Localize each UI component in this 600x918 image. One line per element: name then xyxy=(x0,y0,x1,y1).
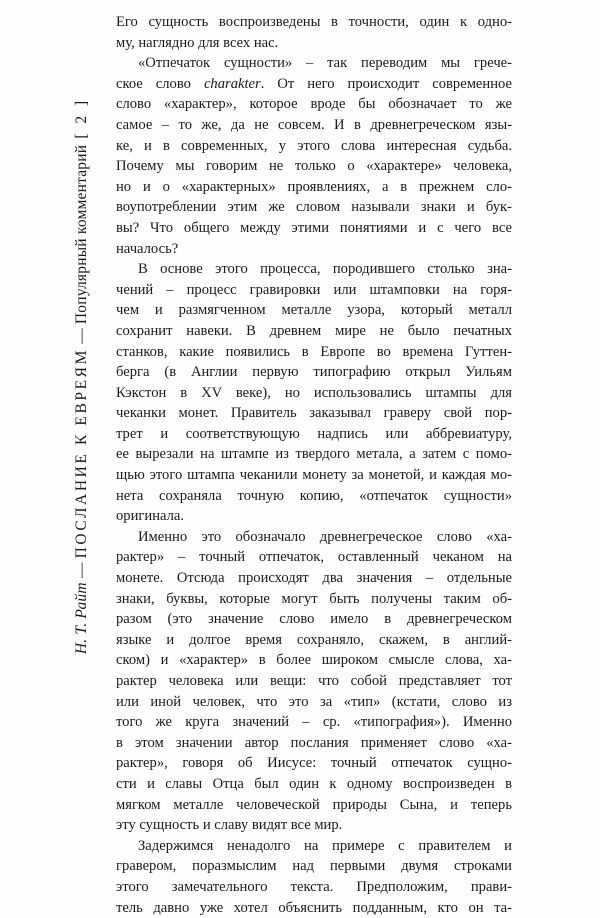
text-line: чений – процесс гравировки или штамповки на горя- xyxy=(116,281,512,298)
text-line: сохранит навеки. В древнем мире не было печатных xyxy=(116,322,512,339)
running-header-subtitle: Популярный комментарий xyxy=(73,144,90,325)
text-line: щью этого штампа чеканили монету за монетой, и каждая мо- xyxy=(116,467,512,484)
text-line: слово «характер», которое вроде бы обозначает то же xyxy=(116,96,512,113)
running-header xyxy=(73,55,91,695)
text-line: берга (в Англии первую типографию открыл Уильям xyxy=(116,364,512,381)
text-line: разом (это значение слово имело в древнегреческом xyxy=(116,611,512,628)
text-line: чем и размягченном металле узора, который металл xyxy=(116,302,512,319)
text-line: В основе этого процесса, породившего столько зна- xyxy=(138,261,512,278)
text-line: трет и соответствующую надпись или аббревиатуру, xyxy=(116,425,512,442)
text-line: Кэкстон в XV веке), но использовались штампы для xyxy=(116,384,512,401)
body-text xyxy=(116,12,512,918)
text-line: эту сущность и славу видят все мир. xyxy=(116,817,343,834)
text-line: ее вырезали на штампе из твердого метала, а затем с помо- xyxy=(116,446,512,463)
text-line: того же круга значений – ср. «типография»). Именно xyxy=(116,714,512,731)
text-line: ское слово charakter. От него происходит современное xyxy=(116,75,512,92)
text-line: Именно это обозначало древнегреческое слово «ха- xyxy=(138,528,512,545)
text-line: сти и славы Отца был один к одному воспроизведен в xyxy=(116,775,512,792)
running-header-author: Н. Т. Райт xyxy=(73,582,90,655)
text-line: ке, и в современных, у этого слова интересная судьба. xyxy=(116,137,512,154)
text-line: вы? Что общего между этими понятиями и с чего все xyxy=(116,219,512,236)
text-line: знаки, буквы, которые могут быть получены таким об- xyxy=(116,590,512,607)
text-line: или иной человек, что это за «тип» (кстати, слово из xyxy=(116,693,512,710)
text-line: самое – то же, да не совсем. И в древнегреческом язы- xyxy=(116,116,512,133)
text-line: Почему мы говорим не только о «характере» человека, xyxy=(116,158,512,175)
text-line: оригинала. xyxy=(116,508,185,525)
text-line: этого замечательного текста. Предположим, прави- xyxy=(116,878,512,895)
text-line: тель давно уже хотел объяснить подданным, кто он та- xyxy=(116,899,512,916)
text-line: чеканки монет. Правитель заказывал граверу свой пор- xyxy=(116,405,512,422)
text-line: рактер человека или вещи: что собой представляет тот xyxy=(116,673,512,689)
running-header-dash: — xyxy=(73,562,90,579)
text-line: рактер», говоря об Иисусе: точный отпечаток сущно- xyxy=(116,755,512,772)
running-header-dash: — xyxy=(73,328,90,344)
text-line: станков, какие появились в Европе во времена Гуттен- xyxy=(116,343,512,360)
text-line: началось? xyxy=(116,240,179,257)
text-line: мягком металле человеческой природы Сына, и теперь xyxy=(116,796,512,813)
text-line: воупотреблении этим же словом называли знаки и бук- xyxy=(116,199,512,216)
text-line: но и о «характерных» проявлениях, а в прежнем сло- xyxy=(116,178,512,195)
text-line: ском) и «характер» в более широком смысле слова, ха- xyxy=(116,652,512,669)
running-header-book-title: ПОСЛАНИЕ К ЕВРЕЯМ xyxy=(73,347,90,559)
text-line: рактер» – точный отпечаток, оставленный чеканом на xyxy=(116,549,512,566)
text-line: «Отпечаток сущности» – так переводим мы грече- xyxy=(138,55,512,72)
text-line: языке и долгое время сохраняло, скажем, в англий- xyxy=(116,631,512,648)
text-line: му, наглядно для всех нас. xyxy=(116,34,279,51)
text-line: Задержимся ненадолго на примере с правителем и xyxy=(138,837,512,854)
page-number: [ 2 ] xyxy=(73,97,90,139)
text-line: гравером, поразмыслим над первыми двумя строками xyxy=(116,858,512,875)
text-line: в этом значении автор послания применяет слово «ха- xyxy=(116,734,512,751)
text-line: нета сохраняла точную копию, «отпечаток сущности» xyxy=(116,487,512,504)
text-line: Его сущность воспроизведены в точности, один к одно- xyxy=(116,14,512,30)
text-line: монете. Отсюда происходят два значения – отдельные xyxy=(116,570,512,587)
